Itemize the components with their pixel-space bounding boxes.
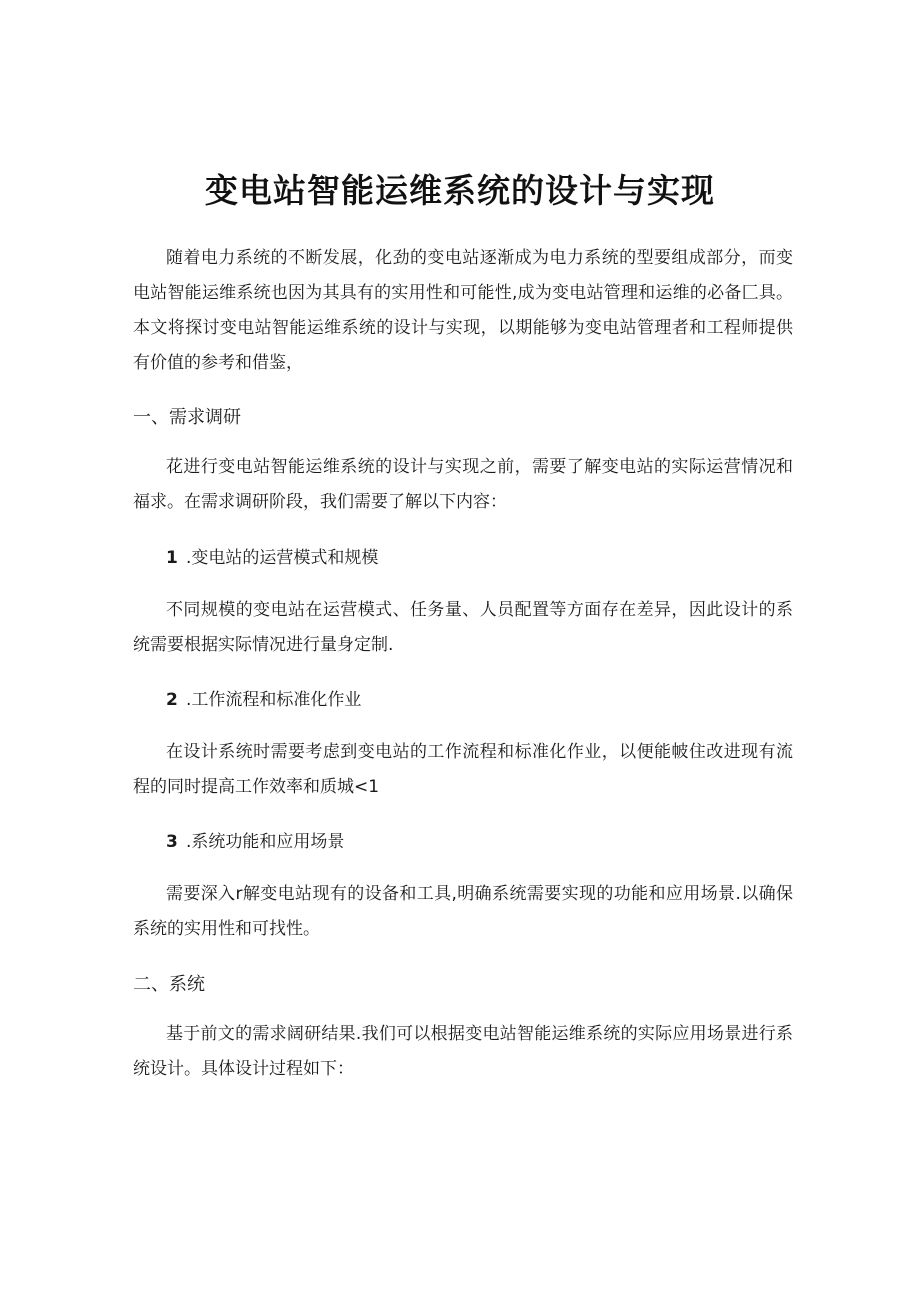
list-item-heading-1	[166, 544, 378, 572]
list-item-paragraph-2: 在设计系统时需要考虑到变电站的工作流程和标准化作业，以便能帔住改进现有流程的同时提高工作效率和质城<1	[133, 742, 793, 797]
section1-intro-paragraph: 花进行变电站智能运维系统的设计与实现之前，需要了解变电站的实际运营情况和福求。在需求调研阶段，我们需要了解以下内容：	[133, 457, 793, 512]
list-item-paragraph-1: 不同规模的变电站在运营模式、任务量、人员配置等方面存在差异，因此设计的系统需要根据实际情况进行量身定制.	[133, 600, 793, 655]
list-item-heading-3	[166, 828, 344, 856]
section2-intro-paragraph: 基于前文的需求阔研结果.我们可以根据变电站智能运维系统的实际应用场景进行系统设计。具体设计过程如下：	[133, 1024, 793, 1079]
list-item-label: .变电站的运营模式和规模	[186, 548, 379, 568]
section-heading-system: 二、系统	[133, 974, 205, 995]
list-item-heading-2	[166, 686, 361, 714]
intro-paragraph: 随着电力系统的不断发展，化劲的变电站逐渐成为电力系统的型要组成部分，而变电站智能运维系统也因为其具有的实用性和可能性,成为变电站管理和运维的必备匚具。本文将探讨变电站智能运维系统的设计与实现，以期能够为变电站管理者和工程师提供有价值的参考和借鉴，	[133, 248, 793, 373]
section-heading-requirements: 一、需求调研	[133, 407, 241, 428]
list-item-paragraph-3: 需要深入r解变电站现有的设备和工具,明确系统需要实现的功能和应用场景.以确保系统的实用性和可找性。	[133, 884, 793, 939]
list-item-label: .工作流程和标准化作业	[186, 690, 362, 710]
list-item-number: 3	[166, 832, 178, 852]
list-item-number: 2	[166, 690, 178, 710]
document-title: 变电站智能运维系统的设计与实现	[205, 171, 715, 210]
list-item-number: 1	[166, 548, 178, 568]
list-item-label: .系统功能和应用场景	[186, 832, 345, 852]
